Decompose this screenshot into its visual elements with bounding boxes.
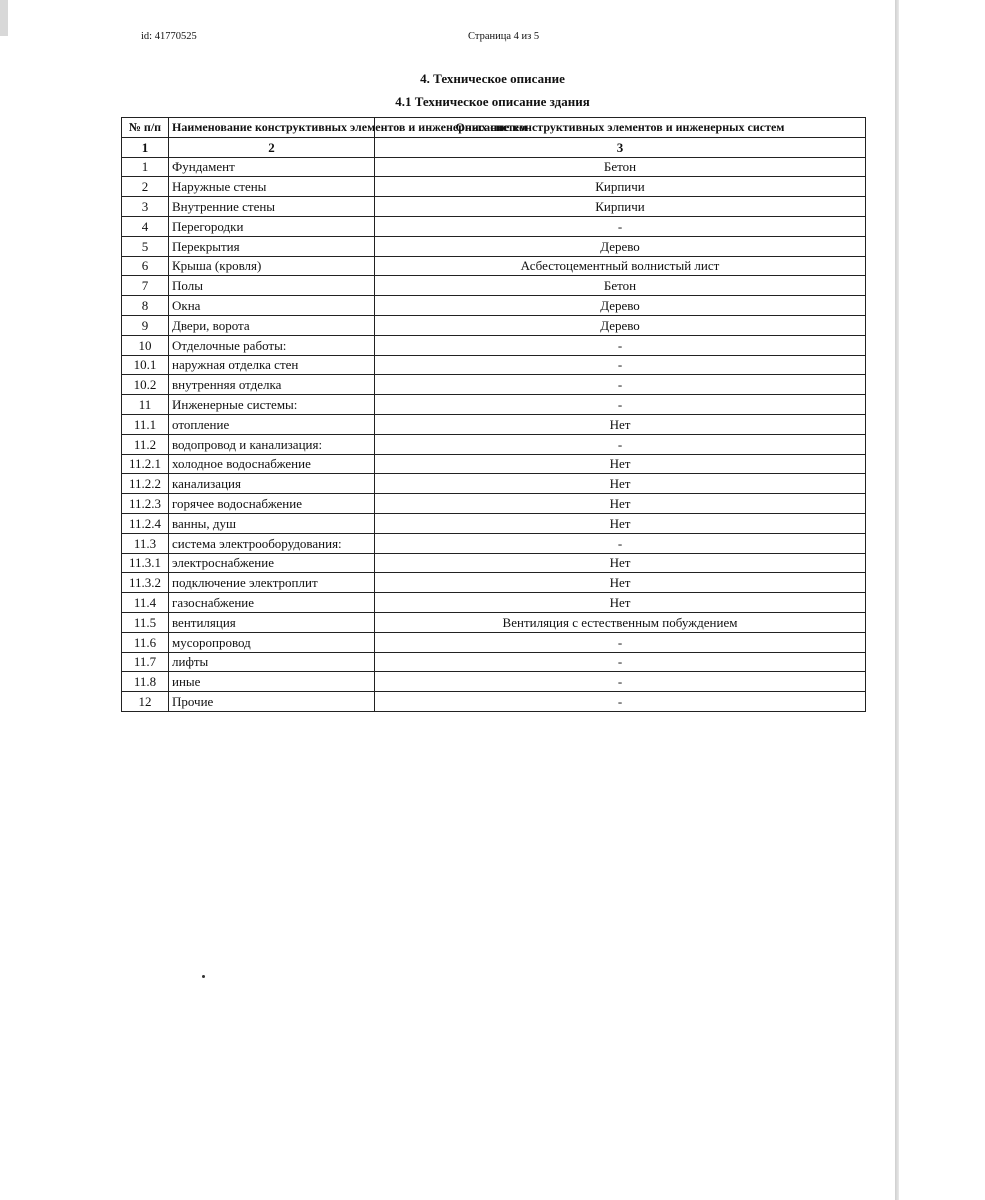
table-row [122,296,866,316]
row-name: вентиляция [169,612,375,632]
row-number: 10 [122,335,169,355]
row-description: Нет [375,573,866,593]
column-header-name: Наименование конструктивных элементов и инженерных систем [169,118,375,138]
table-row [122,553,866,573]
column-index-2: 2 [169,137,375,157]
row-name: подключение электроплит [169,573,375,593]
row-description: - [375,216,866,236]
row-description: Вентиляция с естественным побуждением [375,612,866,632]
table-row [122,395,866,415]
scan-edge [895,0,899,1200]
row-number: 11.2.2 [122,474,169,494]
row-name: Двери, ворота [169,315,375,335]
row-number: 11.6 [122,632,169,652]
row-name: водопровод и канализация: [169,434,375,454]
row-number: 11.2 [122,434,169,454]
table-row [122,315,866,335]
row-name: Перегородки [169,216,375,236]
row-number: 10.1 [122,355,169,375]
row-name: канализация [169,474,375,494]
row-number: 11 [122,395,169,415]
table-row [122,236,866,256]
row-name: Отделочные работы: [169,335,375,355]
row-description: - [375,355,866,375]
row-number: 10.2 [122,375,169,395]
row-name: мусоропровод [169,632,375,652]
row-description: Дерево [375,315,866,335]
row-description: - [375,692,866,712]
table-row [122,692,866,712]
row-number: 11.2.1 [122,454,169,474]
row-number: 11.1 [122,414,169,434]
scan-corner-mark [0,0,8,36]
table-row [122,414,866,434]
row-name: Крыша (кровля) [169,256,375,276]
row-number: 1 [122,157,169,177]
row-description: Нет [375,454,866,474]
row-number: 4 [122,216,169,236]
row-description: Нет [375,513,866,533]
row-description: Нет [375,494,866,514]
column-header-description: Описание конструктивных элементов и инженерных систем [375,118,866,138]
row-description: - [375,533,866,553]
row-description: - [375,335,866,355]
row-description: Кирпичи [375,197,866,217]
table-row [122,533,866,553]
table-row [122,375,866,395]
row-name: Инженерные системы: [169,395,375,415]
row-description: Дерево [375,296,866,316]
row-name: иные [169,672,375,692]
row-description: - [375,672,866,692]
row-description: - [375,395,866,415]
row-number: 11.5 [122,612,169,632]
column-index-1: 1 [122,137,169,157]
row-name: Внутренние стены [169,197,375,217]
row-description: - [375,434,866,454]
row-number: 11.2.4 [122,513,169,533]
row-name: внутренняя отделка [169,375,375,395]
row-name: электроснабжение [169,553,375,573]
table-body [122,157,866,711]
row-number: 11.3.2 [122,573,169,593]
row-name: Полы [169,276,375,296]
column-header-number: № п/п [122,118,169,138]
row-name: газоснабжение [169,593,375,613]
table-row [122,593,866,613]
row-description: Бетон [375,157,866,177]
table-row [122,632,866,652]
row-name: Фундамент [169,157,375,177]
row-number: 11.8 [122,672,169,692]
table-row [122,276,866,296]
row-name: отопление [169,414,375,434]
row-number: 11.3 [122,533,169,553]
row-name: Окна [169,296,375,316]
row-name: холодное водоснабжение [169,454,375,474]
row-number: 11.3.1 [122,553,169,573]
row-description: Дерево [375,236,866,256]
row-description: Нет [375,593,866,613]
row-name: Перекрытия [169,236,375,256]
row-description: - [375,632,866,652]
table-row [122,494,866,514]
row-number: 12 [122,692,169,712]
table-row [122,157,866,177]
row-description: - [375,375,866,395]
subsection-title: 4.1 Техническое описание здания [395,94,590,109]
scan-speck [202,975,205,978]
row-number: 6 [122,256,169,276]
table-row [122,216,866,236]
row-number: 11.2.3 [122,494,169,514]
table-row [122,612,866,632]
table-row [122,513,866,533]
table-row [122,256,866,276]
row-description: Нет [375,553,866,573]
row-name: ванны, душ [169,513,375,533]
row-number: 11.7 [122,652,169,672]
table-row [122,573,866,593]
row-number: 2 [122,177,169,197]
row-name: горячее водоснабжение [169,494,375,514]
table-row [122,355,866,375]
table-row [122,454,866,474]
column-index-3: 3 [375,137,866,157]
technical-description-table [121,117,866,712]
row-name: наружная отделка стен [169,355,375,375]
table-row [122,335,866,355]
table-row [122,177,866,197]
section-title: 4. Техническое описание [420,71,565,86]
row-number: 3 [122,197,169,217]
table-header-row [122,118,866,138]
table-row [122,672,866,692]
table-row [122,474,866,494]
document-id: id: 41770525 [141,31,197,42]
row-description: Асбестоцементный волнистый лист [375,256,866,276]
row-description: Нет [375,414,866,434]
row-number: 5 [122,236,169,256]
row-description: Бетон [375,276,866,296]
row-name: Наружные стены [169,177,375,197]
row-name: Прочие [169,692,375,712]
row-description: Кирпичи [375,177,866,197]
row-description: - [375,652,866,672]
row-name: лифты [169,652,375,672]
row-number: 11.4 [122,593,169,613]
table-row [122,652,866,672]
row-name: система электрооборудования: [169,533,375,553]
table-row [122,197,866,217]
row-number: 9 [122,315,169,335]
row-number: 7 [122,276,169,296]
column-index-row [122,137,866,157]
row-number: 8 [122,296,169,316]
table-row [122,434,866,454]
row-description: Нет [375,474,866,494]
page-number: Страница 4 из 5 [468,31,540,42]
